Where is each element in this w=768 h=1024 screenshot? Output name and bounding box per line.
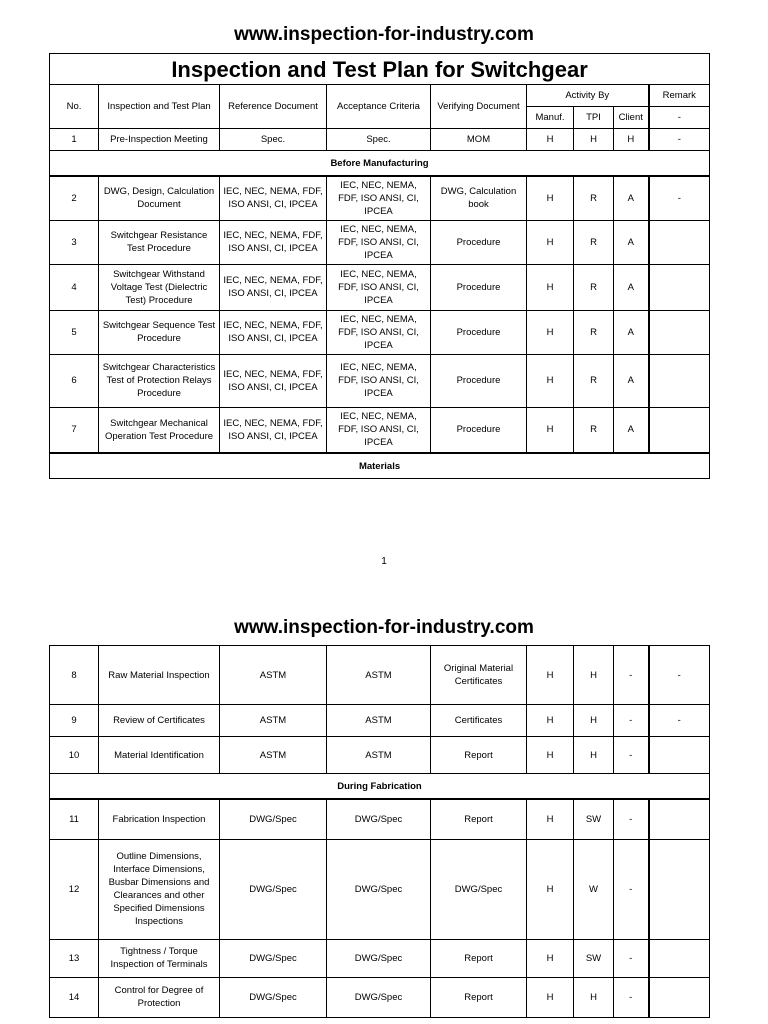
cell-remark (649, 407, 710, 453)
cell-verifying: Certificates (431, 705, 527, 737)
cell-tpi: R (574, 176, 614, 220)
cell-reference: IEC, NEC, NEMA, FDF, ISO ANSI, CI, IPCEA (220, 220, 327, 264)
table-row (50, 220, 710, 264)
cell-acceptance: IEC, NEC, NEMA, FDF, ISO ANSI, CI, IPCEA (327, 264, 431, 310)
cell-remark: - (649, 705, 710, 737)
cell-client: - (614, 939, 649, 977)
cell-no: 14 (50, 977, 99, 1017)
cell-plan: DWG, Design, Calculation Document (99, 176, 220, 220)
cell-no: 2 (50, 176, 99, 220)
cell-tpi: R (574, 310, 614, 354)
header-activity-by: Activity By (527, 85, 649, 107)
cell-tpi: H (574, 129, 614, 151)
header-no: No. (50, 85, 99, 129)
cell-remark (649, 310, 710, 354)
cell-manuf: H (527, 176, 574, 220)
cell-plan: Switchgear Mechanical Operation Test Procedure (99, 407, 220, 453)
cell-plan: Control for Degree of Protection (99, 977, 220, 1017)
cell-reference: IEC, NEC, NEMA, FDF, ISO ANSI, CI, IPCEA (220, 310, 327, 354)
cell-manuf: H (527, 737, 574, 774)
header-plan: Inspection and Test Plan (99, 85, 220, 129)
cell-plan: Fabrication Inspection (99, 799, 220, 839)
header-verifying: Verifying Document (431, 85, 527, 129)
cell-reference: ASTM (220, 705, 327, 737)
section-before-manufacturing: Before Manufacturing (50, 151, 710, 177)
section-during-fabrication: During Fabrication (50, 774, 710, 800)
cell-client: A (614, 310, 649, 354)
cell-tpi: R (574, 407, 614, 453)
cell-plan: Pre-Inspection Meeting (99, 129, 220, 151)
cell-verifying: Report (431, 939, 527, 977)
cell-acceptance: DWG/Spec (327, 977, 431, 1017)
cell-remark (649, 977, 710, 1017)
cell-tpi: W (574, 839, 614, 939)
cell-client: A (614, 176, 649, 220)
table-row (50, 799, 710, 839)
cell-verifying: Procedure (431, 407, 527, 453)
cell-no: 10 (50, 737, 99, 774)
cell-acceptance: IEC, NEC, NEMA, FDF, ISO ANSI, CI, IPCEA (327, 354, 431, 407)
site-url-header: www.inspection-for-industry.com (234, 24, 534, 45)
cell-verifying: DWG, Calculation book (431, 176, 527, 220)
cell-remark (649, 939, 710, 977)
document-title: Inspection and Test Plan for Switchgear (50, 54, 710, 85)
cell-plan: Outline Dimensions, Interface Dimensions, Busbar Dimensions and Clearances and other Specified Dimensions Inspections (99, 839, 220, 939)
cell-acceptance: IEC, NEC, NEMA, FDF, ISO ANSI, CI, IPCEA (327, 310, 431, 354)
site-url-header: www.inspection-for-industry.com (234, 617, 534, 638)
cell-verifying: Report (431, 737, 527, 774)
cell-no: 4 (50, 264, 99, 310)
cell-client: - (614, 737, 649, 774)
itp-table-page-1 (49, 53, 710, 479)
cell-remark: - (649, 646, 710, 705)
cell-no: 1 (50, 129, 99, 151)
cell-client: - (614, 705, 649, 737)
cell-tpi: SW (574, 799, 614, 839)
header-remark: Remark (649, 85, 710, 107)
cell-remark (649, 799, 710, 839)
table-row (50, 737, 710, 774)
cell-acceptance: IEC, NEC, NEMA, FDF, ISO ANSI, CI, IPCEA (327, 176, 431, 220)
table-row (50, 939, 710, 977)
cell-client: A (614, 407, 649, 453)
cell-no: 11 (50, 799, 99, 839)
table-row (50, 129, 710, 151)
cell-no: 13 (50, 939, 99, 977)
cell-acceptance: DWG/Spec (327, 839, 431, 939)
cell-remark (649, 354, 710, 407)
cell-plan: Raw Material Inspection (99, 646, 220, 705)
cell-verifying: Procedure (431, 354, 527, 407)
cell-tpi: R (574, 354, 614, 407)
cell-verifying: MOM (431, 129, 527, 151)
cell-remark (649, 220, 710, 264)
cell-reference: DWG/Spec (220, 839, 327, 939)
itp-table-page-2 (49, 645, 710, 1018)
cell-verifying: Report (431, 799, 527, 839)
cell-no: 6 (50, 354, 99, 407)
cell-tpi: H (574, 646, 614, 705)
cell-acceptance: ASTM (327, 646, 431, 705)
cell-manuf: H (527, 354, 574, 407)
cell-manuf: H (527, 977, 574, 1017)
cell-acceptance: DWG/Spec (327, 799, 431, 839)
cell-reference: DWG/Spec (220, 977, 327, 1017)
cell-client: A (614, 220, 649, 264)
cell-reference: IEC, NEC, NEMA, FDF, ISO ANSI, CI, IPCEA (220, 407, 327, 453)
table-row (50, 646, 710, 705)
cell-no: 5 (50, 310, 99, 354)
cell-plan: Switchgear Withstand Voltage Test (Dielectric Test) Procedure (99, 264, 220, 310)
header-tpi: TPI (574, 107, 614, 129)
table-row (50, 354, 710, 407)
header-reference: Reference Document (220, 85, 327, 129)
cell-manuf: H (527, 939, 574, 977)
table-row (50, 407, 710, 453)
cell-plan: Material Identification (99, 737, 220, 774)
cell-verifying: Procedure (431, 264, 527, 310)
cell-manuf: H (527, 407, 574, 453)
cell-no: 3 (50, 220, 99, 264)
table-row (50, 705, 710, 737)
cell-manuf: H (527, 705, 574, 737)
cell-remark (649, 264, 710, 310)
cell-verifying: Procedure (431, 220, 527, 264)
cell-reference: ASTM (220, 737, 327, 774)
cell-manuf: H (527, 129, 574, 151)
cell-tpi: H (574, 737, 614, 774)
header-remark-sub: - (649, 107, 710, 129)
cell-tpi: H (574, 977, 614, 1017)
table-row (50, 310, 710, 354)
cell-acceptance: DWG/Spec (327, 939, 431, 977)
cell-remark (649, 839, 710, 939)
cell-reference: DWG/Spec (220, 799, 327, 839)
cell-manuf: H (527, 799, 574, 839)
cell-remark (649, 737, 710, 774)
cell-acceptance: ASTM (327, 705, 431, 737)
cell-tpi: R (574, 264, 614, 310)
cell-acceptance: ASTM (327, 737, 431, 774)
cell-client: - (614, 839, 649, 939)
table-row (50, 176, 710, 220)
cell-reference: ASTM (220, 646, 327, 705)
cell-manuf: H (527, 310, 574, 354)
cell-remark: - (649, 176, 710, 220)
cell-plan: Switchgear Sequence Test Procedure (99, 310, 220, 354)
cell-tpi: SW (574, 939, 614, 977)
cell-reference: DWG/Spec (220, 939, 327, 977)
cell-reference: Spec. (220, 129, 327, 151)
cell-reference: IEC, NEC, NEMA, FDF, ISO ANSI, CI, IPCEA (220, 176, 327, 220)
table-row (50, 264, 710, 310)
header-acceptance: Acceptance Criteria (327, 85, 431, 129)
cell-acceptance: Spec. (327, 129, 431, 151)
cell-manuf: H (527, 839, 574, 939)
header-client: Client (614, 107, 649, 129)
cell-manuf: H (527, 264, 574, 310)
cell-client: - (614, 646, 649, 705)
table-row (50, 839, 710, 939)
cell-client: - (614, 977, 649, 1017)
cell-client: A (614, 354, 649, 407)
cell-plan: Tightness / Torque Inspection of Terminals (99, 939, 220, 977)
cell-acceptance: IEC, NEC, NEMA, FDF, ISO ANSI, CI, IPCEA (327, 407, 431, 453)
cell-client: - (614, 799, 649, 839)
cell-no: 9 (50, 705, 99, 737)
cell-client: A (614, 264, 649, 310)
cell-verifying: Procedure (431, 310, 527, 354)
cell-plan: Switchgear Resistance Test Procedure (99, 220, 220, 264)
cell-acceptance: IEC, NEC, NEMA, FDF, ISO ANSI, CI, IPCEA (327, 220, 431, 264)
table-row (50, 977, 710, 1017)
cell-verifying: Report (431, 977, 527, 1017)
cell-no: 8 (50, 646, 99, 705)
cell-no: 7 (50, 407, 99, 453)
cell-verifying: Original Material Certificates (431, 646, 527, 705)
cell-manuf: H (527, 220, 574, 264)
cell-plan: Review of Certificates (99, 705, 220, 737)
cell-tpi: H (574, 705, 614, 737)
cell-remark: - (649, 129, 710, 151)
cell-tpi: R (574, 220, 614, 264)
cell-reference: IEC, NEC, NEMA, FDF, ISO ANSI, CI, IPCEA (220, 264, 327, 310)
cell-reference: IEC, NEC, NEMA, FDF, ISO ANSI, CI, IPCEA (220, 354, 327, 407)
cell-client: H (614, 129, 649, 151)
cell-no: 12 (50, 839, 99, 939)
page-number: 1 (381, 556, 387, 567)
header-manuf: Manuf. (527, 107, 574, 129)
cell-plan: Switchgear Characteristics Test of Protection Relays Procedure (99, 354, 220, 407)
cell-manuf: H (527, 646, 574, 705)
section-materials: Materials (50, 453, 710, 479)
cell-verifying: DWG/Spec (431, 839, 527, 939)
